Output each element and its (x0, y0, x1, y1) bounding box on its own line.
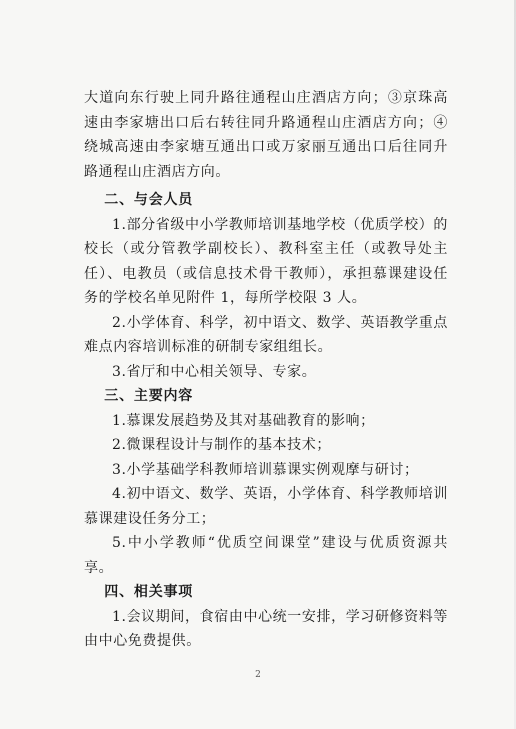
document-body (84, 86, 448, 654)
page-number: 2 (255, 670, 261, 680)
attendees-item-1: 1.部分省级中小学教师培训基地学校（优质学校）的校长（或分管教学副校长）、教科室主任（或教导处主任）、电教员（或信息技术骨干教师），承担慕课建设任务的学校名单见附件 1，每所学校限 3 人。 (84, 216, 448, 306)
section-heading-attendees: 二、与会人员 (104, 192, 194, 208)
matters-item-1: 1.会议期间，食宿由中心统一安排，学习研修资料等由中心免费提供。 (84, 608, 448, 649)
intro-paragraph: 大道向东行驶上同升路往通程山庄酒店方向；③京珠高速由李家塘出口后右转往同升路通程山庄酒店方向；④绕城高速由李家塘互通出口或万家丽互通出口后往同升路通程山庄酒店方向。 (84, 90, 448, 180)
section-heading-content: 三、主要内容 (104, 388, 194, 404)
section-heading-matters: 四、相关事项 (104, 584, 194, 600)
attendees-item-3: 3.省厅和中心相关领导、专家。 (112, 363, 317, 380)
content-item-4: 4.初中语文、数学、英语，小学体育、科学教师培训慕课建设任务分工； (84, 486, 448, 527)
content-item-3: 3.小学基础学科教师培训慕课实例观摩与研讨； (112, 461, 419, 478)
content-item-2: 2.微课程设计与制作的基本技术； (112, 437, 331, 453)
content-item-5: 5.中小学教师“优质空间课堂”建设与优质资源共享。 (84, 535, 448, 576)
content-item-1: 1.慕课发展趋势及其对基础教育的影响； (112, 412, 375, 429)
attendees-item-2: 2.小学体育、科学，初中语文、数学、英语教学重点难点内容培训标准的研制专家组组长。 (84, 314, 448, 355)
